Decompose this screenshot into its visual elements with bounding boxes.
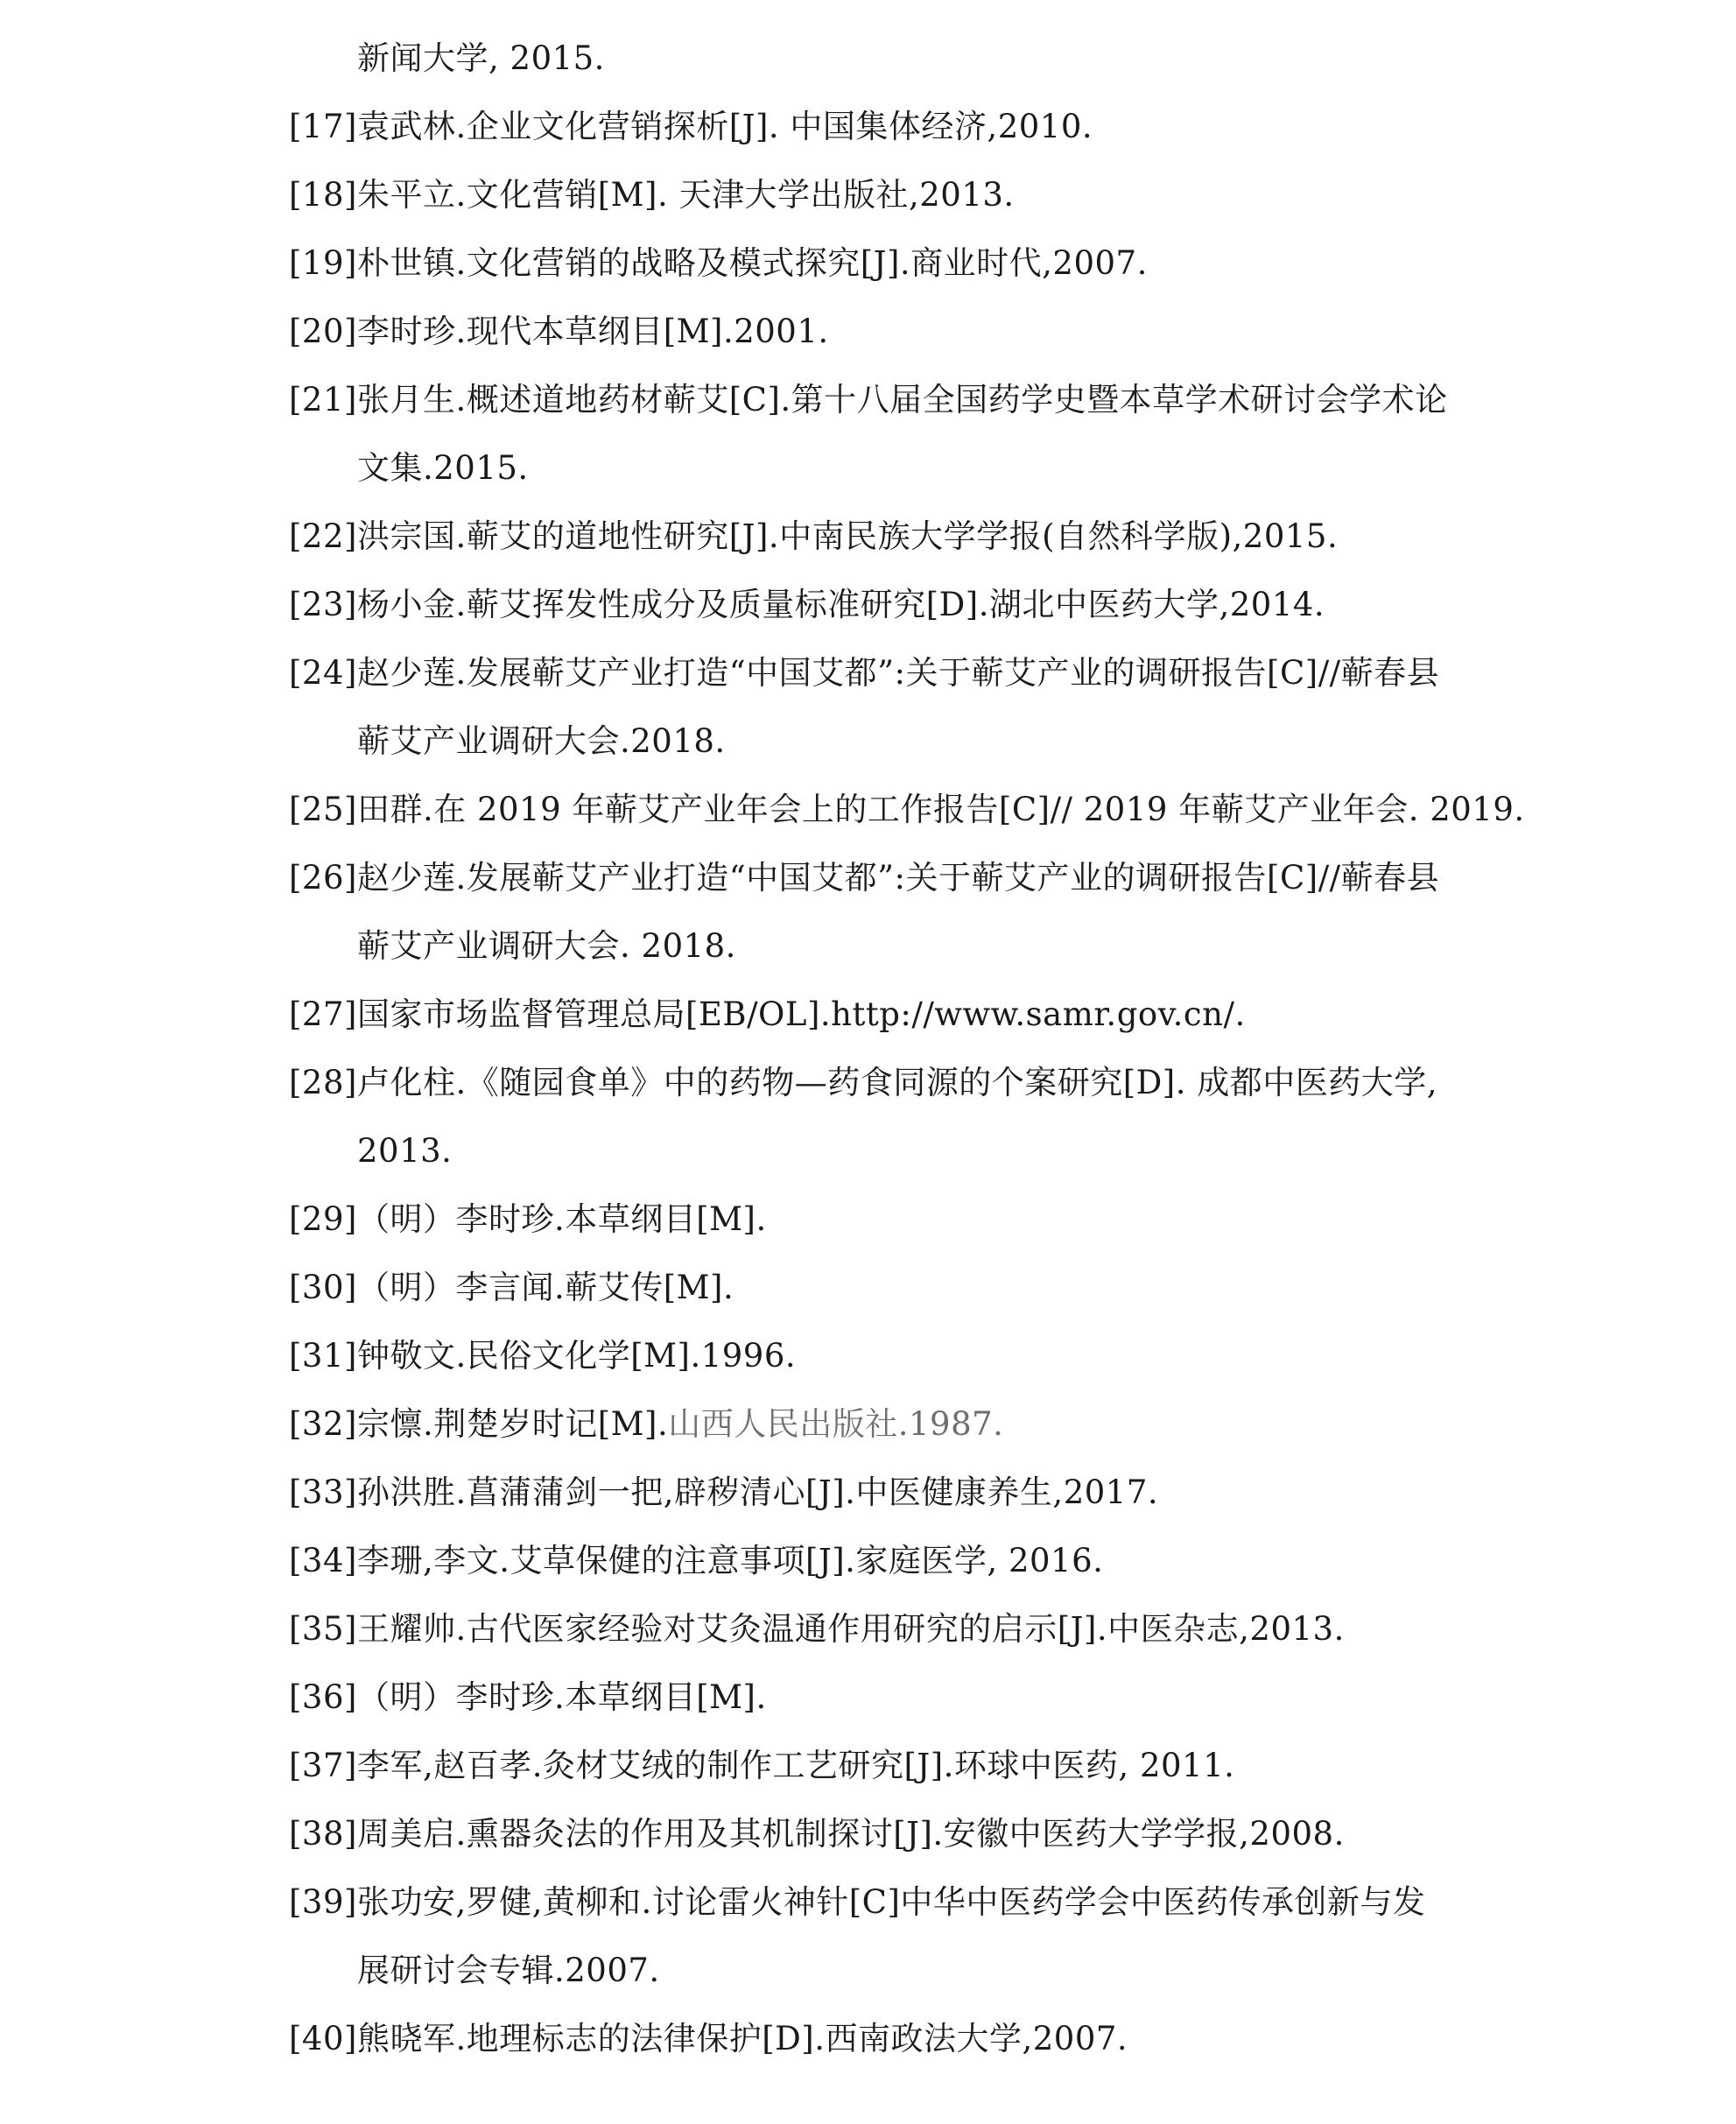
reference-35: [35]王耀帅.古代医家经验对艾灸温通作用研究的启示[J].中医杂志,2013. <box>289 1610 1345 1648</box>
reference-31: [31]钟敬文.民俗文化学[M].1996. <box>289 1337 797 1375</box>
reference-21-continuation: 文集.2015. <box>357 449 529 487</box>
reference-18: [18]朱平立.文化营销[M]. 天津大学出版社,2013. <box>289 176 1015 214</box>
reference-33: [33]孙洪胜.菖蒲蒲剑一把,辟秽清心[J].中医健康养生,2017. <box>289 1473 1159 1511</box>
reference-17: [17]袁武林.企业文化营销探析[J]. 中国集体经济,2010. <box>289 108 1093 145</box>
reference-24-continuation: 蕲艾产业调研大会.2018. <box>357 722 726 760</box>
reference-28: [28]卢化柱.《随园食单》中的药物—药食同源的个案研究[D]. 成都中医药大学, <box>289 1064 1438 1101</box>
reference-32-main: [32]宗懔.荆楚岁时记[M]. <box>289 1405 669 1443</box>
reference-30: [30]（明）李言闻.蕲艾传[M]. <box>289 1269 734 1306</box>
reference-27: [27]国家市场监督管理总局[EB/OL].http://www.samr.gov.cn/. <box>289 995 1246 1033</box>
reference-39: [39]张功安,罗健,黄柳和.讨论雷火神针[C]中华中医药学会中医药传承创新与发 <box>289 1883 1426 1921</box>
reference-22: [22]洪宗国.蕲艾的道地性研究[J].中南民族大学学报(自然科学版),2015. <box>289 517 1339 555</box>
reference-23: [23]杨小金.蕲艾挥发性成分及质量标准研究[D].湖北中医药大学,2014. <box>289 586 1325 623</box>
reference-36: [36]（明）李时珍.本草纲目[M]. <box>289 1678 767 1716</box>
reference-20: [20]李时珍.现代本草纲目[M].2001. <box>289 313 829 350</box>
reference-37: [37]李军,赵百孝.灸材艾绒的制作工艺研究[J].环球中医药, 2011. <box>289 1747 1235 1784</box>
reference-39-continuation: 展研讨会专辑.2007. <box>357 1952 660 1989</box>
reference-21: [21]张月生.概述道地药材蕲艾[C].第十八届全国药学史暨本草学术研讨会学术论 <box>289 381 1448 418</box>
reference-line: 新闻大学, 2015. <box>357 39 605 77</box>
reference-25: [25]田群.在 2019 年蕲艾产业年会上的工作报告[C]// 2019 年蕲艾产业年会. 2019. <box>289 791 1525 828</box>
reference-34: [34]李珊,李文.艾草保健的注意事项[J].家庭医学, 2016. <box>289 1542 1104 1579</box>
reference-40: [40]熊晓军.地理标志的法律保护[D].西南政法大学,2007. <box>289 2020 1128 2057</box>
reference-38: [38]周美启.熏器灸法的作用及其机制探讨[J].安徽中医药大学学报,2008. <box>289 1815 1345 1853</box>
reference-29: [29]（明）李时珍.本草纲目[M]. <box>289 1200 767 1238</box>
reference-19: [19]朴世镇.文化营销的战略及模式探究[J].商业时代,2007. <box>289 244 1148 282</box>
reference-26-continuation: 蕲艾产业调研大会. 2018. <box>357 927 736 965</box>
reference-32 <box>289 1390 1515 1459</box>
reference-24: [24]赵少莲.发展蕲艾产业打造“中国艾都”:关于蕲艾产业的调研报告[C]//蕲春县 <box>289 654 1440 692</box>
reference-32-publisher: 山西人民出版社.1987. <box>668 1405 1004 1443</box>
reference-28-continuation: 2013. <box>357 1132 453 1170</box>
reference-26: [26]赵少莲.发展蕲艾产业打造“中国艾都”:关于蕲艾产业的调研报告[C]//蕲春县 <box>289 859 1440 897</box>
reference-list <box>289 25 1525 2073</box>
